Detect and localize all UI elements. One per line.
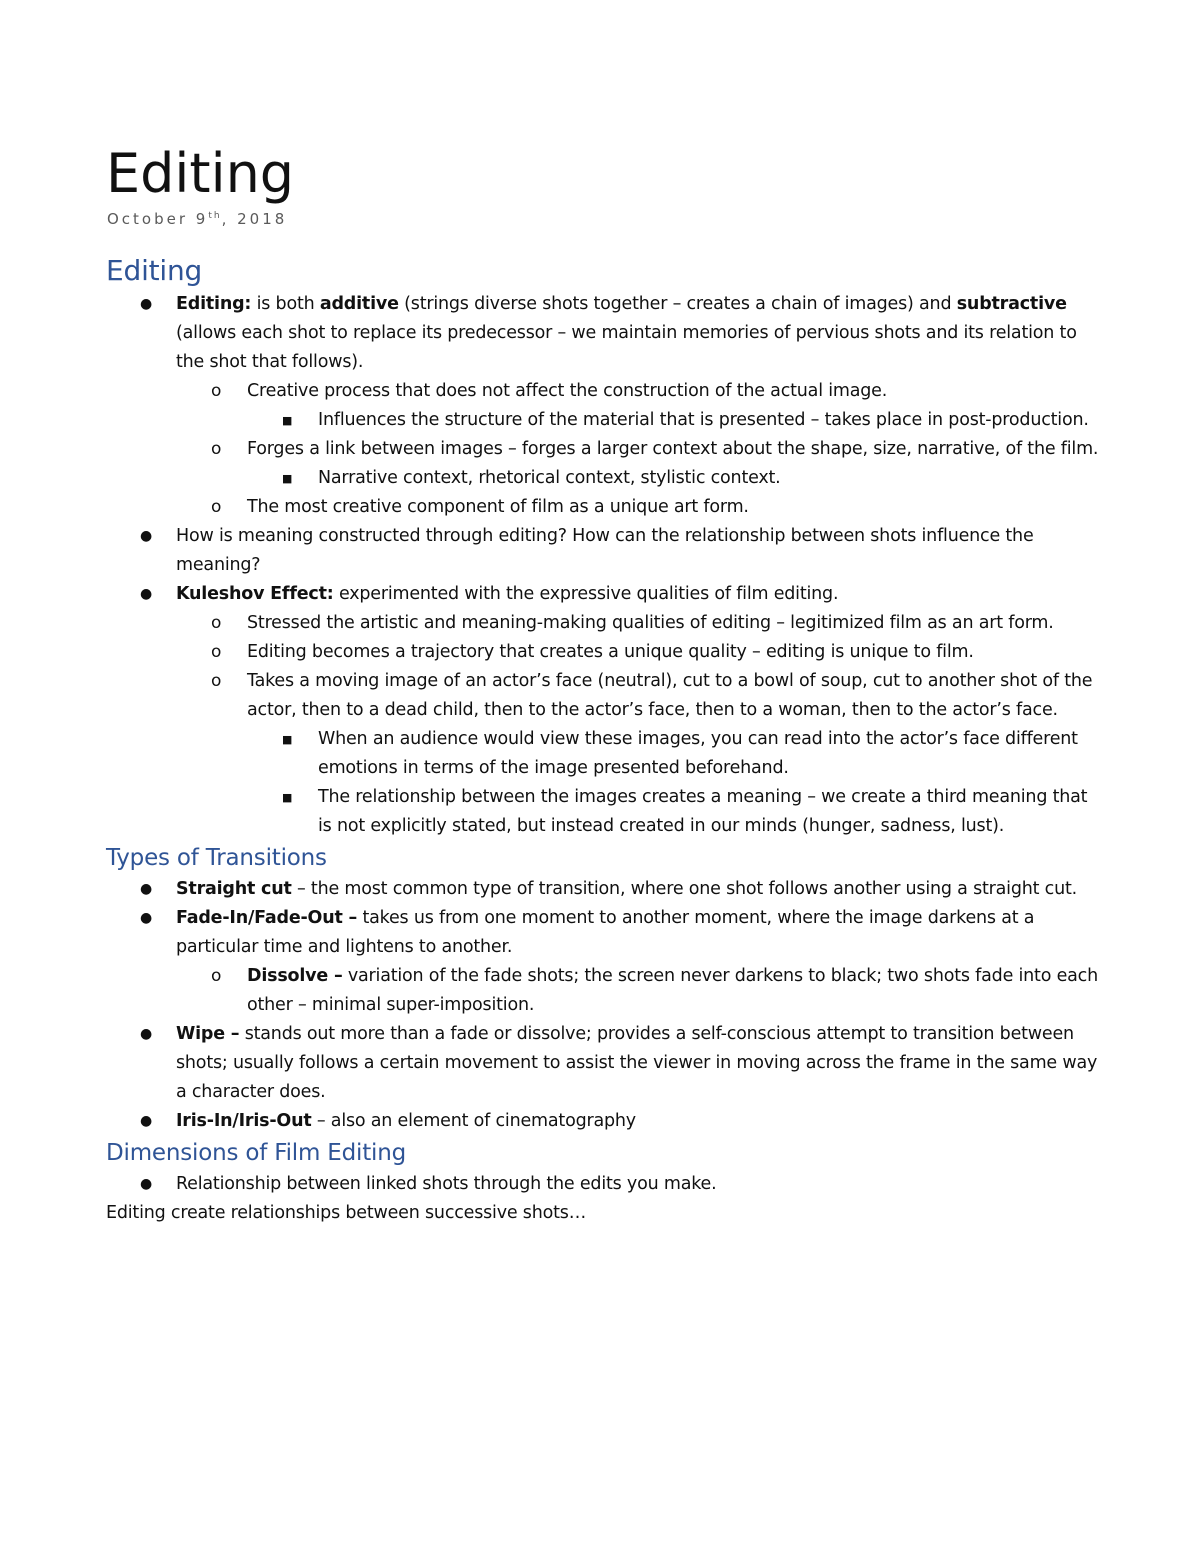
date-month-day: October 9: [107, 210, 209, 228]
closing-paragraph: Editing create relationships between successive shots…: [106, 1203, 587, 1223]
dimensions-list: [106, 1170, 1106, 1199]
list-item: ● Iris-In/Iris-Out – also an element of cinematography: [106, 1107, 1106, 1136]
list-item: o Creative process that does not affect the construction of the actual image.: [106, 377, 1106, 406]
document-body: [106, 252, 1106, 1228]
bullet-circle-icon: o: [211, 381, 222, 401]
list-item: ■ When an audience would view these images, you can read into the actor’s face different emotions in terms of the image presented beforehand.: [106, 725, 1106, 783]
list-item: o Forges a link between images – forges a larger context about the shape, size, narrative, of the film.: [106, 435, 1106, 464]
list-item: o Stressed the artistic and meaning-making qualities of editing – legitimized film as an art form.: [106, 609, 1106, 638]
list-item: o Editing becomes a trajectory that creates a unique quality – editing is unique to film.: [106, 638, 1106, 667]
list-item: ■ Narrative context, rhetorical context, stylistic context.: [106, 464, 1106, 493]
bullet-circle-icon: o: [211, 497, 222, 517]
list-item: ■ Influences the structure of the material that is presented – takes place in post-production.: [106, 406, 1106, 435]
list-item: o Dissolve – variation of the fade shots; the screen never darkens to black; two shots fade into each other – minimal super-imposition.: [106, 962, 1106, 1020]
list-item: ● Straight cut – the most common type of transition, where one shot follows another using a straight cut.: [106, 875, 1106, 904]
bullet-circle-icon: o: [211, 613, 222, 633]
bullet-circle-icon: o: [211, 439, 222, 459]
document-title: Editing: [106, 142, 295, 205]
list-item: ● Relationship between linked shots through the edits you make.: [106, 1170, 1106, 1199]
transitions-list: [106, 875, 1106, 1136]
section-heading-transitions: Types of Transitions: [106, 845, 327, 871]
date-year: , 2018: [221, 210, 288, 228]
list-item: o The most creative component of film as a unique art form.: [106, 493, 1106, 522]
list-item: ● Editing: is both additive (strings diverse shots together – creates a chain of images) and subtractive (allows each shot to replace its predecessor – we maintain memories of pervious shots and its relation to the shot that follows).: [106, 290, 1106, 377]
bullet-disc-icon: ●: [140, 910, 153, 926]
section-heading-dimensions: Dimensions of Film Editing: [106, 1140, 406, 1166]
bullet-square-icon: ■: [282, 733, 293, 746]
list-item: ■ The relationship between the images creates a meaning – we create a third meaning that is not explicitly stated, but instead created in our minds (hunger, sadness, lust).: [106, 783, 1106, 841]
list-item: ● How is meaning constructed through editing? How can the relationship between shots influence the meaning?: [106, 522, 1106, 580]
bullet-circle-icon: o: [211, 966, 222, 986]
bullet-square-icon: ■: [282, 472, 293, 485]
editing-list: [106, 290, 1106, 841]
bullet-circle-icon: o: [211, 671, 222, 691]
bullet-disc-icon: ●: [140, 1026, 153, 1042]
bullet-disc-icon: ●: [140, 296, 153, 312]
list-item: ● Wipe – stands out more than a fade or dissolve; provides a self-conscious attempt to transition between shots; usually follows a certain movement to assist the viewer in moving across the frame in the same way a character does.: [106, 1020, 1106, 1107]
list-item: ● Fade-In/Fade-Out – takes us from one moment to another moment, where the image darkens at a particular time and lightens to another.: [106, 904, 1106, 962]
bullet-disc-icon: ●: [140, 881, 153, 897]
bullet-disc-icon: ●: [140, 1113, 153, 1129]
bullet-circle-icon: o: [211, 642, 222, 662]
bullet-disc-icon: ●: [140, 528, 153, 544]
bullet-square-icon: ■: [282, 414, 293, 427]
date-suffix: th: [208, 211, 222, 221]
bullet-disc-icon: ●: [140, 586, 153, 602]
section-heading-editing: Editing: [106, 254, 203, 287]
document-date: [107, 210, 287, 228]
bullet-square-icon: ■: [282, 791, 293, 804]
list-item: ● Kuleshov Effect: experimented with the expressive qualities of film editing.: [106, 580, 1106, 609]
bullet-disc-icon: ●: [140, 1176, 153, 1192]
list-item: o Takes a moving image of an actor’s face (neutral), cut to a bowl of soup, cut to another shot of the actor, then to a dead child, then to the actor’s face, then to a woman, then to the actor’s face.: [106, 667, 1106, 725]
